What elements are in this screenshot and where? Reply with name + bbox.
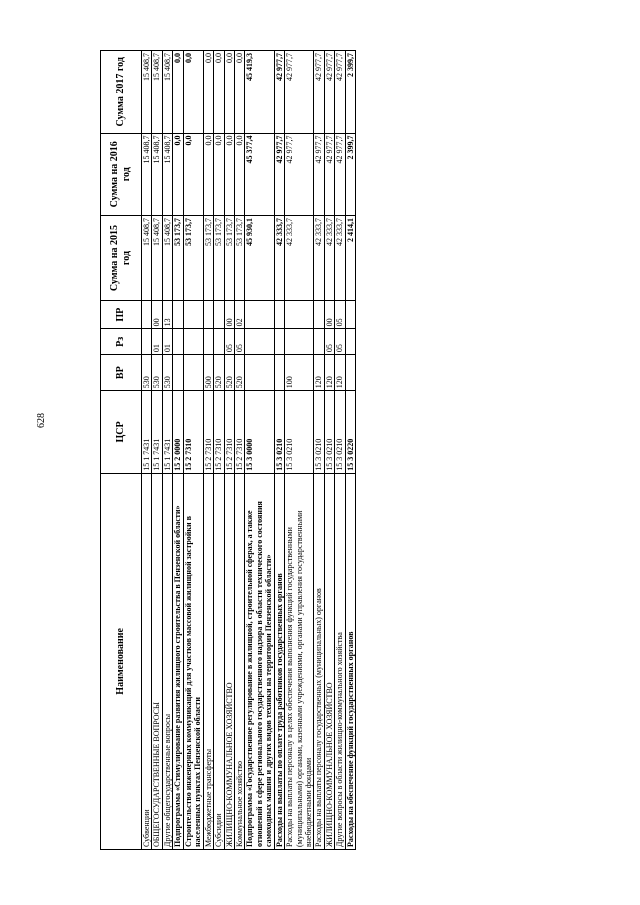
- cell-rz: [285, 329, 314, 355]
- header-csr: ЦСР: [101, 391, 142, 473]
- cell-sum-2017: 15 408,7: [142, 51, 152, 134]
- cell-vr: 520: [224, 355, 234, 391]
- cell-vr: [274, 355, 284, 391]
- cell-csr: 15 1 7431: [142, 391, 152, 473]
- cell-vr: 520: [234, 355, 244, 391]
- header-vr: ВР: [101, 355, 142, 391]
- cell-name: Подпрограмма «Стимулирование развития жилищного строительства в Пензенской области»: [173, 473, 183, 849]
- header-name: Наименование: [101, 473, 142, 849]
- cell-rz: 05: [224, 329, 234, 355]
- cell-sum-2016: 0,0: [234, 133, 244, 215]
- cell-csr: 15 3 0210: [335, 391, 345, 473]
- cell-sum-2017: 15 408,7: [162, 51, 172, 134]
- cell-pr: [183, 301, 203, 329]
- table-row: [214, 51, 224, 850]
- table-row: [314, 51, 324, 850]
- cell-name: ЖИЛИЩНО-КОММУНАЛЬНОЕ ХОЗЯЙСТВО: [224, 473, 234, 849]
- cell-sum-2015: 15 408,7: [152, 216, 162, 301]
- table-row: [245, 51, 274, 850]
- cell-name: Межбюджетные трансферты: [203, 473, 213, 849]
- cell-csr: 15 3 0210: [324, 391, 334, 473]
- table-row: [274, 51, 284, 850]
- cell-sum-2017: 0,0: [173, 51, 183, 134]
- cell-sum-2017: 0,0: [234, 51, 244, 134]
- cell-sum-2016: 0,0: [173, 133, 183, 215]
- table-row: [224, 51, 234, 850]
- cell-rz: [173, 329, 183, 355]
- cell-sum-2017: 45 419,3: [245, 51, 274, 134]
- cell-sum-2016: 42 977,7: [274, 133, 284, 215]
- cell-pr: [245, 301, 274, 329]
- cell-sum-2015: 15 408,7: [162, 216, 172, 301]
- cell-sum-2016: 45 377,4: [245, 133, 274, 215]
- cell-rz: [203, 329, 213, 355]
- cell-csr: 15 2 7310: [183, 391, 203, 473]
- cell-vr: [173, 355, 183, 391]
- cell-vr: 500: [203, 355, 213, 391]
- table-row: [142, 51, 152, 850]
- cell-rz: 01: [152, 329, 162, 355]
- cell-sum-2015: 45 930,1: [245, 216, 274, 301]
- cell-sum-2017: 0,0: [203, 51, 213, 134]
- cell-csr: 15 1 7431: [152, 391, 162, 473]
- table-row: [203, 51, 213, 850]
- header-sum-2017: Сумма 2017 год: [101, 51, 142, 134]
- cell-vr: 120: [324, 355, 334, 391]
- cell-name: Строительство инженерных коммуникаций для участков массовой жилищной застройки в населенных пунктах Пензенской области: [183, 473, 203, 849]
- cell-sum-2017: 0,0: [183, 51, 203, 134]
- cell-pr: 00: [152, 301, 162, 329]
- cell-pr: 00: [224, 301, 234, 329]
- cell-name: ОБЩЕГОСУДАРСТВЕННЫЕ ВОПРОСЫ: [152, 473, 162, 849]
- header-sum-2016: Сумма на 2016 год: [101, 133, 142, 215]
- cell-rz: [183, 329, 203, 355]
- cell-vr: [245, 355, 274, 391]
- rotated-table-container: [100, 50, 615, 850]
- cell-sum-2016: 42 977,7: [285, 133, 314, 215]
- cell-vr: 520: [214, 355, 224, 391]
- cell-vr: 100: [285, 355, 314, 391]
- cell-sum-2015: 42 333,7: [314, 216, 324, 301]
- cell-pr: 05: [335, 301, 345, 329]
- cell-csr: 15 2 7310: [224, 391, 234, 473]
- cell-csr: 15 2 7310: [234, 391, 244, 473]
- cell-csr: 15 3 0000: [245, 391, 274, 473]
- cell-sum-2015: 53 173,7: [203, 216, 213, 301]
- cell-sum-2015: 53 173,7: [224, 216, 234, 301]
- cell-name: Другие общегосударственные вопросы: [162, 473, 172, 849]
- cell-sum-2015: 42 333,7: [285, 216, 314, 301]
- cell-pr: [345, 301, 355, 329]
- table-row: [183, 51, 203, 850]
- cell-vr: 530: [162, 355, 172, 391]
- cell-csr: 15 3 0210: [285, 391, 314, 473]
- cell-sum-2016: 0,0: [183, 133, 203, 215]
- table-row: [234, 51, 244, 850]
- cell-sum-2017: 42 977,7: [285, 51, 314, 134]
- table-row: [173, 51, 183, 850]
- cell-rz: 05: [234, 329, 244, 355]
- cell-name: Другие вопросы в области жилищно-коммунального хозяйства: [335, 473, 345, 849]
- cell-csr: 15 2 7310: [214, 391, 224, 473]
- cell-vr: [345, 355, 355, 391]
- cell-pr: [173, 301, 183, 329]
- cell-name: Расходы на выплаты персоналу в целях обеспечения выполнения функций государственными (муниципальными) органами, казенными учреждениями, органами управления государственными внебюджетными фондами: [285, 473, 314, 849]
- cell-sum-2015: 53 173,7: [214, 216, 224, 301]
- cell-name: Расходы на выплаты персоналу государственных (муниципальных) органов: [314, 473, 324, 849]
- cell-rz: 01: [162, 329, 172, 355]
- cell-name: Расходы на обеспечение функций государственных органов: [345, 473, 355, 849]
- cell-rz: [345, 329, 355, 355]
- cell-sum-2017: 42 977,7: [274, 51, 284, 134]
- cell-sum-2016: 0,0: [224, 133, 234, 215]
- cell-sum-2016: 15 408,7: [152, 133, 162, 215]
- cell-sum-2016: 0,0: [214, 133, 224, 215]
- cell-sum-2015: 53 173,7: [183, 216, 203, 301]
- cell-sum-2016: 42 977,7: [335, 133, 345, 215]
- cell-csr: 15 3 0220: [345, 391, 355, 473]
- cell-pr: 02: [234, 301, 244, 329]
- header-pr: ПР: [101, 301, 142, 329]
- cell-name: Субсидии: [214, 473, 224, 849]
- cell-sum-2015: 42 333,7: [274, 216, 284, 301]
- cell-sum-2016: 42 977,7: [314, 133, 324, 215]
- cell-vr: 120: [314, 355, 324, 391]
- cell-sum-2015: 53 173,7: [173, 216, 183, 301]
- table-body: [142, 51, 356, 850]
- table-row: [152, 51, 162, 850]
- cell-sum-2016: 15 408,7: [162, 133, 172, 215]
- cell-sum-2017: 42 977,7: [335, 51, 345, 134]
- cell-sum-2015: 53 173,7: [234, 216, 244, 301]
- cell-pr: 00: [324, 301, 334, 329]
- header-rz: Рз: [101, 329, 142, 355]
- table-row: [335, 51, 345, 850]
- page-number: 628: [36, 413, 47, 428]
- cell-pr: [285, 301, 314, 329]
- cell-rz: [245, 329, 274, 355]
- cell-name: Подпрограмма «Государственное регулирование в жилищной, строительной сферах, а также отношений в сфере регионального государственного надзора в области технического состояния самоходных машин и других видов техники на территории Пензенской области»: [245, 473, 274, 849]
- table-row: [285, 51, 314, 850]
- cell-pr: [274, 301, 284, 329]
- table-row: [345, 51, 355, 850]
- cell-rz: [142, 329, 152, 355]
- cell-sum-2015: 42 333,7: [335, 216, 345, 301]
- cell-sum-2016: 2 399,7: [345, 133, 355, 215]
- cell-sum-2017: 15 408,7: [152, 51, 162, 134]
- cell-pr: 13: [162, 301, 172, 329]
- cell-vr: 530: [142, 355, 152, 391]
- cell-vr: 530: [152, 355, 162, 391]
- cell-pr: [214, 301, 224, 329]
- cell-sum-2015: 2 414,1: [345, 216, 355, 301]
- cell-sum-2015: 42 333,7: [324, 216, 334, 301]
- cell-vr: 120: [335, 355, 345, 391]
- cell-sum-2015: 15 408,7: [142, 216, 152, 301]
- cell-pr: [142, 301, 152, 329]
- header-sum-2015: Сумма на 2015 год: [101, 216, 142, 301]
- cell-vr: [183, 355, 203, 391]
- cell-sum-2017: 2 399,7: [345, 51, 355, 134]
- cell-name: ЖИЛИЩНО-КОММУНАЛЬНОЕ ХОЗЯЙСТВО: [324, 473, 334, 849]
- cell-sum-2017: 42 977,7: [314, 51, 324, 134]
- cell-sum-2017: 0,0: [214, 51, 224, 134]
- table-row: [324, 51, 334, 850]
- cell-name: Расходы на выплаты по оплате труда работников государственных органов: [274, 473, 284, 849]
- cell-name: Коммунальное хозяйство: [234, 473, 244, 849]
- budget-table: [100, 50, 356, 850]
- cell-rz: [274, 329, 284, 355]
- cell-name: Субвенции: [142, 473, 152, 849]
- cell-sum-2017: 0,0: [224, 51, 234, 134]
- cell-csr: 15 3 0210: [314, 391, 324, 473]
- cell-sum-2017: 42 977,7: [324, 51, 334, 134]
- cell-csr: 15 2 7310: [203, 391, 213, 473]
- cell-sum-2016: 15 408,7: [142, 133, 152, 215]
- cell-rz: 05: [335, 329, 345, 355]
- cell-rz: [314, 329, 324, 355]
- cell-sum-2016: 0,0: [203, 133, 213, 215]
- cell-sum-2016: 42 977,7: [324, 133, 334, 215]
- cell-csr: 15 3 0210: [274, 391, 284, 473]
- cell-pr: [314, 301, 324, 329]
- table-row: [162, 51, 172, 850]
- table-header-row: [101, 51, 142, 850]
- cell-csr: 15 2 0000: [173, 391, 183, 473]
- cell-rz: 05: [324, 329, 334, 355]
- cell-pr: [203, 301, 213, 329]
- cell-csr: 15 1 7431: [162, 391, 172, 473]
- cell-rz: [214, 329, 224, 355]
